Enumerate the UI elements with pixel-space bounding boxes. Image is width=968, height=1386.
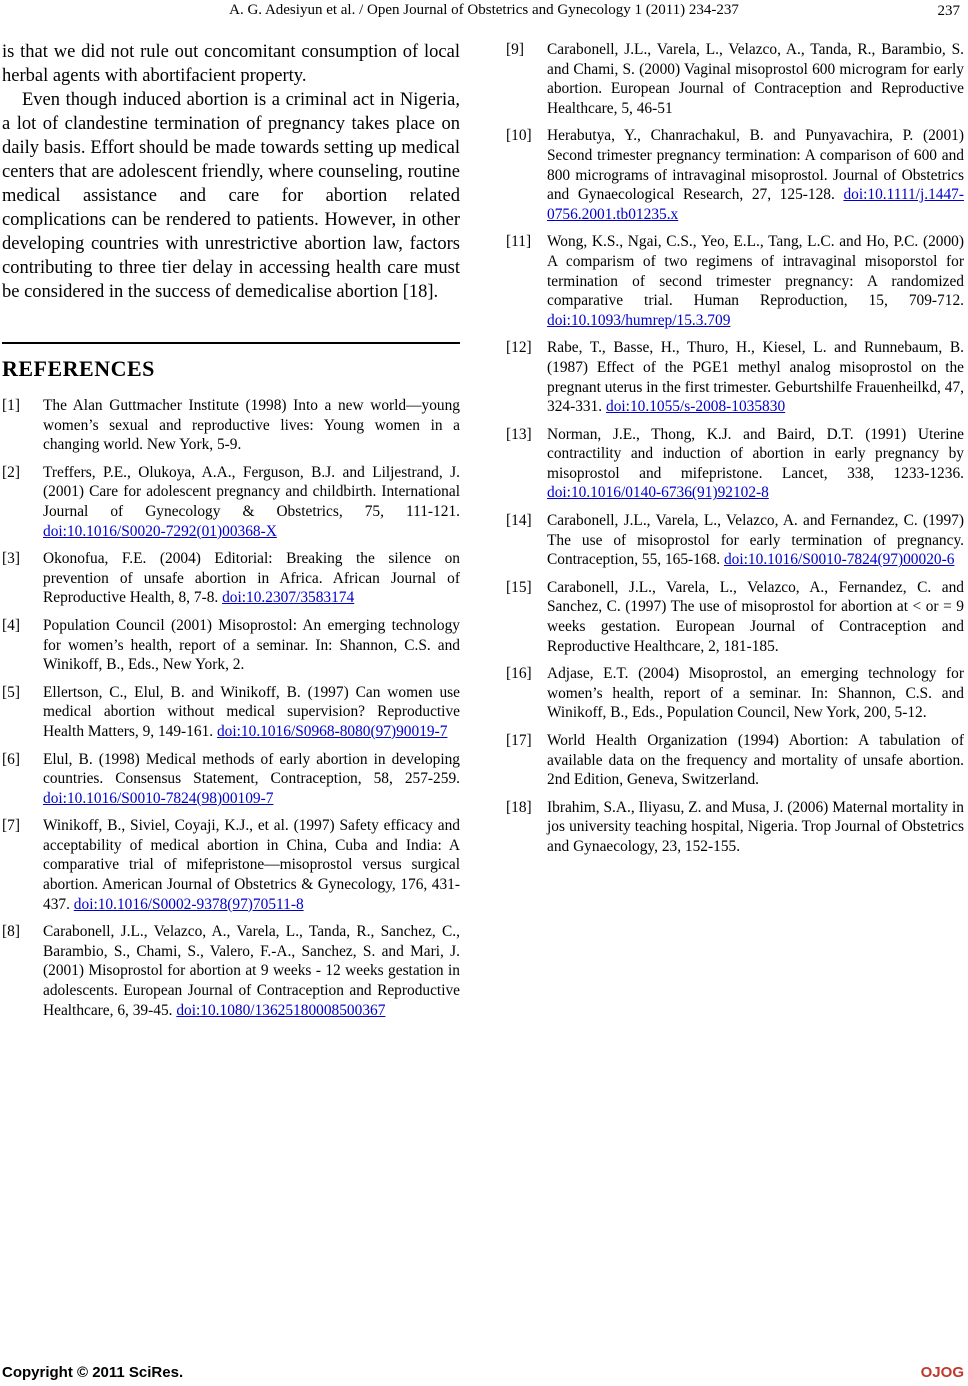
reference-item [506,664,964,723]
reference-item [2,816,460,914]
reference-item [2,396,460,455]
reference-number: [4] [2,616,20,634]
reference-list-right [506,40,964,857]
reference-list-left [2,396,460,1020]
reference-text: Rabe, T., Basse, H., Thuro, H., Kiesel, L. and Runnebaum, B. (1987) Effect of the PGE1 methyl analog misoprostol on the pregnant uterus in the first trimester. Geburtshilfe Frauenheilkd, 47, 324-331. [547,339,964,416]
reference-number: [3] [2,550,20,568]
copyright-notice: Copyright © 2011 SciRes. [2,1364,184,1381]
reference-number: [8] [2,923,20,941]
reference-text: Carabonell, J.L., Velazco, A., Varela, L., Tanda, R., Sanchez, C., Barambio, S., Chami, S., Valero, F.-A., Sanchez, S. and Mari, J. (2001) Misoprostol for abortion at 9 weeks - 12 weeks gestation in adolescents. European Journal of Contraception and Reproductive Healthcare, 6, 39-45. [43,923,460,1019]
doi-link[interactable]: doi:10.1016/0140-6736(91)92102-8 [547,484,769,502]
page-number: 237 [937,3,960,19]
reference-item [2,922,460,1020]
reference-item [506,578,964,656]
page-header [0,0,968,24]
reference-number: [9] [506,41,524,58]
running-head: A. G. Adesiyun et al. / Open Journal of Obstetrics and Gynecology 1 (2011) 234-237 [229,2,739,18]
reference-text: Ibrahim, S.A., Iliyasu, Z. and Musa, J. (2006) Maternal mortality in jos university teaching hospital, Nigeria. Trop Journal of Obstetrics and Gynaecology, 23, 152-155. [547,798,964,855]
reference-item [506,798,964,857]
doi-link[interactable]: doi:10.2307/3583174 [222,589,355,607]
reference-text: Adjase, E.T. (2004) Misoprostol, an emerging technology for women’s health, report of a seminar. In: Shannon, C.S. and Winikoff, B., Eds., Population Council, New York, 200, 5-12. [547,665,964,722]
reference-text: Population Council (2001) Misoprostol: An emerging technology for women’s health, report of a seminar. In: Shannon, C.S. and Winikoff, B., Eds., New York, 2. [43,616,460,674]
reference-number: [18] [506,798,532,816]
doi-link[interactable]: doi:10.1016/S0002-9378(97)70511-8 [73,895,304,913]
left-column [2,40,460,1028]
reference-number: [15] [506,578,532,596]
reference-number: [12] [506,339,532,357]
doi-link[interactable]: doi:10.1111/j.1447-0756.2001.tb01235.x [547,186,964,223]
doi-link[interactable]: doi:10.1016/S0968-8080(97)90019-7 [216,722,448,740]
reference-item [2,750,460,809]
references-heading: REFERENCES [2,356,155,381]
reference-number: [1] [2,397,20,414]
reference-number: [11] [506,233,532,251]
reference-text: The Alan Guttmacher Institute (1998) Into a new world—young women’s sexual and reproductive lives: Young women in a changing world. New York, 5-9. [43,397,460,454]
reference-text: Carabonell, J.L., Varela, L., Velazco, A. and Fernandez, C. (1997) The use of misoprostol for early termination of pregnancy. Contraception, 55, 165-168. [547,512,964,569]
right-column [506,40,964,865]
reference-text: Treffers, P.E., Olukoya, A.A., Ferguson, B.J. and Liljestrand, J. (2001) Care for adolescent pregnancy and childbirth. International Journal of Gynecology & Obstetrics, 75, 111-121. [43,463,460,520]
reference-item [2,463,460,541]
reference-number: [16] [506,665,532,683]
doi-link[interactable]: doi:10.1016/S0010-7824(97)00020-6 [723,551,955,569]
reference-number: [2] [2,463,20,481]
reference-item [506,731,964,790]
reference-number: [5] [2,683,20,701]
reference-item [506,338,964,416]
doi-link[interactable]: doi:10.1055/s-2008-1035830 [606,398,786,416]
doi-link[interactable]: doi:10.1080/13625180008500367 [176,1001,386,1019]
reference-text: Carabonell, J.L., Varela, L., Velazco, A., Fernandez, C. and Sanchez, C. (1997) The use of misoprostol for abortion at < or = 9 weeks gestation. European Journal of Contraception and Reproductive Healthcare, 2, 181-185. [547,578,964,655]
reference-number: [14] [506,512,532,530]
reference-item [506,232,964,330]
reference-text: Elul, B. (1998) Medical methods of early abortion in developing countries. Consensus Statement, Contraception, 58, 257-259. [43,750,460,788]
reference-text: Ellertson, C., Elul, B. and Winikoff, B. (1997) Can women use medical abortion without medical supervision? Reproductive Health Matters, 9, 149-161. [43,683,460,740]
reference-item [506,511,964,570]
reference-item [2,616,460,675]
section-divider [2,342,460,344]
reference-text: Wong, K.S., Ngai, C.S., Yeo, E.L., Tang, L.C. and Ho, P.C. (2000) A comparism of two regimens of intravaginal misoporstol for termination of second trimester pregnancy: A randomized comparative trial. Human Reproduction, 15, 709-712. [547,233,964,310]
reference-item [506,425,964,503]
doi-link[interactable]: doi:10.1093/humrep/15.3.709 [547,311,731,329]
page-footer [0,1364,968,1386]
reference-text: Carabonell, J.L., Varela, L., Velazco, A., Tanda, R., Barambio, S. and Chami, S. (2000) Vaginal misoprostol 600 microgram for early abortion. European Journal of Contraception and Reproductive Healthcare, 5, 46-51 [547,41,964,117]
doi-link[interactable]: doi:10.1016/S0010-7824(98)00109-7 [43,789,274,807]
reference-text: Okonofua, F.E. (2004) Editorial: Breaking the silence on prevention of unsafe abortion in Africa. African Journal of Reproductive Health, 8, 7-8. [43,550,460,607]
body-paragraph-2: Even though induced abortion is a criminal act in Nigeria, a lot of clandestine termination of pregnancy takes place on daily basis. Effort should be made towards setting up medical centers that are adolescent friendly, where counseling, routine medical assistance and care for abortion related complications can be rendered to patients. However, in other developing countries with unrestrictive abortion law, factors contributing to three tier delay in accessing health care must be considered in the success of demedicalise abortion [18]. [2,90,460,302]
reference-text: Herabutya, Y., Chanrachakul, B. and Punyavachira, P. (2001) Second trimester pregnancy termination: A comparison of 600 and 800 micrograms of intravaginal misoprostol. Journal of Obstetrics and Gynaecological Research, 27, 125-128. [547,127,964,204]
reference-number: [6] [2,750,20,768]
reference-item [2,683,460,742]
reference-item [506,126,964,224]
reference-text: Norman, J.E., Thong, K.J. and Baird, D.T. (1991) Uterine contractility and induction of abortion in early pregnancy by misoprostol and mifepristone. Lancet, 338, 1233-1236. [547,425,964,482]
reference-text: World Health Organization (1994) Abortion: A tabulation of available data on the frequency and mortality of unsafe abortion. 2nd Edition, Geneva, Switzerland. [547,732,964,789]
reference-number: [10] [506,127,532,145]
reference-text: Winikoff, B., Siviel, Coyaji, K.J., et al. (1997) Safety efficacy and acceptability of medical abortion in China, Cuba and India: A comparative trial of mifepristone—misoprostol versus surgical abortion. American Journal of Obstetrics & Gynecology, 176, 431-437. [43,817,460,913]
reference-item [506,40,964,118]
reference-number: [13] [506,425,532,443]
reference-number: [17] [506,732,532,749]
reference-item [2,549,460,608]
journal-abbreviation: OJOG [920,1364,964,1381]
body-paragraph-1: is that we did not rule out concomitant consumption of local herbal agents with abortifacient property. [2,42,460,86]
reference-number: [7] [2,817,20,835]
doi-link[interactable]: doi:10.1016/S0020-7292(01)00368-X [43,522,277,540]
